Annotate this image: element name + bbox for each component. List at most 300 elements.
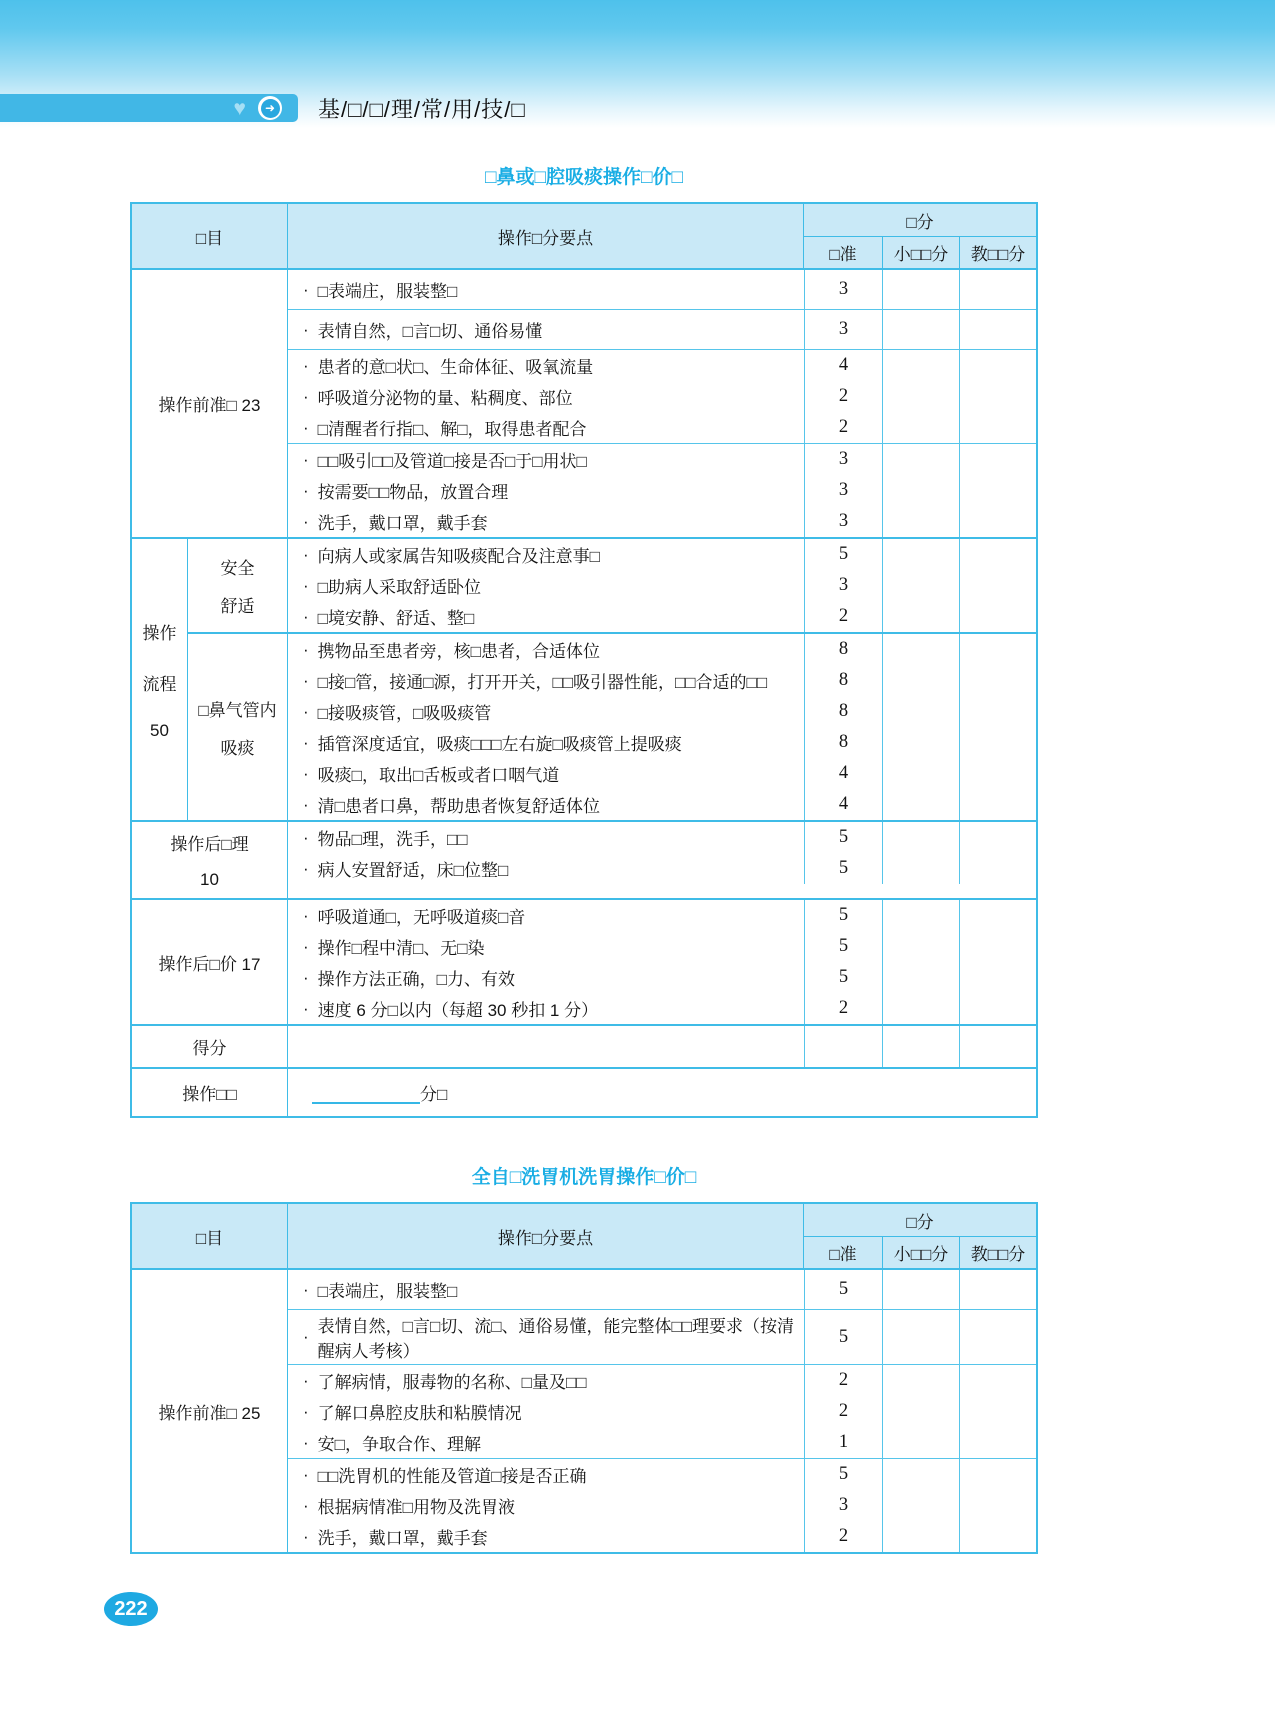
teacher-score-cell [959, 1490, 1036, 1521]
standard-score-cell: 2 [804, 1396, 882, 1427]
teacher-score-cell [959, 634, 1036, 665]
standard-score-cell: 3 [804, 270, 882, 309]
group-score-cell [882, 1490, 959, 1521]
criteria-text: 病人安置舒适，床□位整□ [317, 861, 509, 880]
teacher-score-cell [959, 665, 1036, 696]
bullet-dot: · [303, 575, 309, 595]
standard-score-cell: 2 [804, 381, 882, 412]
criteria-group [288, 900, 1036, 1024]
criteria-text-cell [288, 962, 804, 993]
criteria-row [288, 931, 1036, 962]
group-score-cell [882, 350, 959, 381]
criteria-text: □接吸痰管，□吸吸痰管 [317, 704, 492, 723]
group-score-cell [882, 270, 959, 309]
bullet-dot: · [303, 544, 309, 564]
bullet-dot: · [303, 858, 309, 878]
criteria-group [288, 1364, 1036, 1458]
table-title: 全自□洗胃机洗胃操作□价□ [471, 1167, 697, 1188]
criteria-text-cell [288, 1396, 804, 1427]
column-header-score-1: 小□□分 [882, 237, 959, 268]
criteria-text: 了解病情，服毒物的名称、□量及□□ [317, 1373, 587, 1392]
standard-score-cell: 3 [804, 1490, 882, 1521]
teacher-score-cell [959, 601, 1036, 632]
teacher-score-cell [959, 822, 1036, 853]
group-score-cell [882, 601, 959, 632]
criteria-text-cell [288, 444, 804, 475]
criteria-row [288, 1365, 1036, 1396]
criteria-row [288, 444, 1036, 475]
section-body [288, 900, 1036, 1024]
standard-score-cell: 3 [804, 444, 882, 475]
group-score-cell [882, 696, 959, 727]
group-score-cell [882, 853, 959, 884]
subsection-label-line: □鼻气管内 [198, 700, 277, 720]
criteria-row [288, 570, 1036, 601]
standard-score-cell: 8 [804, 634, 882, 665]
group-score-cell [882, 310, 959, 349]
criteria-row [288, 270, 1036, 309]
evaluation-table [130, 202, 1038, 1118]
evaluation-table-wrapper [130, 1162, 1038, 1554]
teacher-score-cell [959, 727, 1036, 758]
criteria-row [288, 1427, 1036, 1458]
criteria-text: □助病人采取舒适卧位 [317, 578, 481, 597]
teacher-score-cell [959, 381, 1036, 412]
criteria-row [288, 1490, 1036, 1521]
group-score-cell [882, 1521, 959, 1552]
teacher-score-cell [959, 539, 1036, 570]
bullet-dot: · [303, 279, 309, 299]
criteria-text: 速度 6 分□以内（每超 30 秒扣 1 分） [317, 1001, 599, 1020]
bullet-dot: · [303, 763, 309, 783]
teacher-score-cell [959, 506, 1036, 537]
teacher-score-cell [959, 1459, 1036, 1490]
group-score-cell [882, 381, 959, 412]
standard-score-cell: 2 [804, 601, 882, 632]
section-label-line: 操作 [142, 623, 177, 643]
criteria-text: □清醒者行指□、解□，取得患者配合 [317, 420, 587, 439]
bullet-dot: · [303, 794, 309, 814]
bullet-dot: · [303, 732, 309, 752]
column-header-points: 操作□分要点 [497, 228, 594, 248]
criteria-row [288, 412, 1036, 443]
criteria-row [288, 350, 1036, 381]
bullet-dot: · [303, 967, 309, 987]
column-header-score-group: □分 [804, 1204, 1036, 1237]
criteria-text: □表端庄，服装整□ [317, 282, 458, 301]
criteria-group [288, 1309, 1036, 1364]
criteria-row [288, 381, 1036, 412]
bullet-dot: · [303, 1464, 309, 1484]
chapter-title: 基/□/□/理/常/用/技/□ [318, 96, 526, 122]
table-section [132, 537, 1036, 820]
bullet-dot: · [303, 449, 309, 469]
bullet-dot: · [303, 417, 309, 437]
group-score-cell [882, 962, 959, 993]
table-section [132, 1268, 1036, 1552]
standard-score-cell: 2 [804, 993, 882, 1024]
criteria-row [288, 962, 1036, 993]
criteria-group [288, 309, 1036, 349]
section-label-line: 操作前准□ 25 [158, 1403, 261, 1423]
group-score-cell [882, 634, 959, 665]
teacher-score-cell [959, 1310, 1036, 1364]
criteria-row [288, 789, 1036, 820]
standard-score-cell: 3 [804, 506, 882, 537]
standard-score-cell: 5 [804, 931, 882, 962]
criteria-row [288, 853, 1036, 884]
group-score-cell [882, 570, 959, 601]
criteria-text-cell [288, 539, 804, 570]
criteria-text-cell [288, 853, 804, 884]
score-header-group [803, 1204, 1036, 1268]
standard-score-cell: 4 [804, 350, 882, 381]
criteria-text: 根据病情准□用物及洗胃液 [317, 1498, 515, 1517]
group-score-cell [882, 412, 959, 443]
section-body [188, 539, 1036, 820]
bullet-dot: · [303, 1495, 309, 1515]
group-score-cell [882, 900, 959, 931]
criteria-text: 表情自然，□言□切、通俗易懂 [317, 322, 543, 341]
criteria-row [288, 1459, 1036, 1490]
column-header-score-0: □准 [829, 245, 857, 264]
bullet-dot: · [303, 480, 309, 500]
chapter-bar [0, 94, 298, 122]
criteria-text: 呼吸道分泌物的量、粘稠度、部位 [317, 389, 573, 408]
criteria-group [288, 443, 1036, 537]
column-header-points: 操作□分要点 [497, 1228, 594, 1248]
score-subheader-row [804, 237, 1036, 268]
bullet-dot: · [303, 386, 309, 406]
group-score-cell [882, 993, 959, 1024]
standard-score-cell: 2 [804, 1521, 882, 1552]
criteria-text: 洗手，戴口罩，戴手套 [317, 514, 488, 533]
section-label-line: 操作后□价 17 [158, 954, 261, 974]
bullet-dot: · [303, 1432, 309, 1452]
score-total-score-cell-0 [804, 1026, 882, 1067]
standard-score-cell: 5 [804, 900, 882, 931]
criteria-group [288, 1458, 1036, 1552]
group-score-cell [882, 665, 959, 696]
score-total-score-cell-1 [882, 1026, 959, 1067]
group-score-cell [882, 822, 959, 853]
bullet-dot: · [303, 319, 309, 339]
criteria-text: 物品□理，洗手，□□ [317, 830, 468, 849]
bullet-dot: · [303, 1327, 309, 1346]
criteria-row [288, 1270, 1036, 1309]
section-body [288, 1270, 1036, 1552]
criteria-text: □表端庄，服装整□ [317, 1282, 458, 1301]
criteria-row [288, 993, 1036, 1024]
criteria-text-cell [288, 381, 804, 412]
criteria-text-cell [288, 993, 804, 1024]
criteria-text-cell [288, 789, 804, 820]
standard-score-cell: 3 [804, 475, 882, 506]
criteria-text-cell [288, 310, 804, 349]
criteria-text-cell [288, 1459, 804, 1490]
column-header-score-group: □分 [804, 204, 1036, 237]
criteria-text: 呼吸道通□，无呼吸道痰□音 [317, 908, 526, 927]
criteria-text-cell [288, 506, 804, 537]
column-header-item: □目 [132, 204, 288, 268]
teacher-score-cell [959, 758, 1036, 789]
column-header-item: □目 [132, 1204, 288, 1268]
column-header-score-0: □准 [829, 1245, 857, 1264]
section-label [132, 539, 188, 820]
criteria-group [288, 539, 1036, 632]
column-header-score-2: 教□□分 [959, 237, 1036, 268]
table-section [132, 820, 1036, 898]
criteria-text: 清□患者口鼻，帮助患者恢复舒适体位 [317, 797, 600, 816]
arrow-circle-icon [258, 96, 282, 120]
teacher-score-cell [959, 412, 1036, 443]
criteria-text-cell [288, 634, 804, 665]
score-total-row [132, 1024, 1036, 1067]
group-score-cell [882, 1396, 959, 1427]
criteria-text: 患者的意□状□、生命体征、吸氧流量 [317, 358, 594, 377]
bullet-dot: · [303, 606, 309, 626]
teacher-score-cell [959, 350, 1036, 381]
group-score-cell [882, 727, 959, 758]
bullet-dot: · [303, 701, 309, 721]
teacher-score-cell [959, 1427, 1036, 1458]
section-groups [288, 822, 1036, 898]
criteria-group [288, 349, 1036, 443]
criteria-row [288, 822, 1036, 853]
group-score-cell [882, 1270, 959, 1309]
standard-score-cell: 5 [804, 822, 882, 853]
score-subheader-row [804, 1237, 1036, 1268]
standard-score-cell: 8 [804, 665, 882, 696]
bullet-dot: · [303, 905, 309, 925]
criteria-text-cell [288, 727, 804, 758]
subsection-label [188, 539, 288, 632]
teacher-score-cell [959, 475, 1036, 506]
section-label-line: 操作前准□ 23 [158, 396, 261, 415]
criteria-text-cell [288, 900, 804, 931]
teacher-score-cell [959, 270, 1036, 309]
standard-score-cell: 5 [804, 1459, 882, 1490]
teacher-score-cell [959, 789, 1036, 820]
standard-score-cell: 5 [804, 1270, 882, 1309]
bullet-dot: · [303, 998, 309, 1018]
group-score-cell [882, 475, 959, 506]
score-total-label: 得分 [132, 1026, 288, 1067]
section-groups [288, 900, 1036, 1024]
criteria-text-cell [288, 1365, 804, 1396]
standard-score-cell: 8 [804, 696, 882, 727]
criteria-text: □□吸引□□及管道□接是否□于□用状□ [317, 452, 587, 471]
criteria-row [288, 634, 1036, 665]
criteria-row [288, 900, 1036, 931]
teacher-score-cell [959, 1521, 1036, 1552]
criteria-text-cell [288, 270, 804, 309]
criteria-text-cell [288, 1310, 804, 1364]
subsection-label-line: 吸痰 [220, 738, 255, 758]
group-score-cell [882, 931, 959, 962]
standard-score-cell: 2 [804, 1365, 882, 1396]
criteria-text-cell [288, 1270, 804, 1309]
standard-score-cell: 2 [804, 412, 882, 443]
criteria-text-cell [288, 1521, 804, 1552]
section-label-line: 50 [150, 720, 169, 740]
group-score-cell [882, 1310, 959, 1364]
teacher-score-cell [959, 570, 1036, 601]
criteria-text: 向病人或家属告知吸痰配合及注意事□ [317, 547, 600, 566]
criteria-text-cell [288, 1490, 804, 1521]
subsection-groups [288, 634, 1036, 820]
teacher-score-cell [959, 853, 1036, 884]
bullet-dot: · [303, 511, 309, 531]
subsection-groups [288, 539, 1036, 632]
criteria-text: 携物品至患者旁，核□患者，合适体位 [317, 642, 600, 661]
group-score-cell [882, 506, 959, 537]
page-number: 222 [114, 1597, 148, 1620]
criteria-text: 表情自然，□言□切、流□、通俗易懂，能完整体□□理要求（按清醒病人考核） [317, 1317, 795, 1361]
standard-score-cell: 4 [804, 758, 882, 789]
standard-score-cell: 5 [804, 962, 882, 993]
criteria-row [288, 665, 1036, 696]
teacher-score-cell [959, 696, 1036, 727]
column-header-score-1: 小□□分 [882, 1237, 959, 1268]
criteria-text: 吸痰□，取出□舌板或者口咽气道 [317, 766, 560, 785]
score-total-empty-cell [288, 1026, 804, 1067]
criteria-row [288, 601, 1036, 632]
criteria-text: □□洗胃机的性能及管道□接是否正确 [317, 1467, 587, 1486]
section-groups [288, 1270, 1036, 1552]
standard-score-cell: 5 [804, 1310, 882, 1364]
criteria-text-cell [288, 475, 804, 506]
criteria-text-cell [288, 1427, 804, 1458]
criteria-text: 洗手，戴口罩，戴手套 [317, 1529, 488, 1548]
criteria-text: 操作□程中清□、无□染 [317, 939, 485, 958]
table-header-row [132, 1204, 1036, 1268]
group-score-cell [882, 1427, 959, 1458]
criteria-row [288, 310, 1036, 349]
heart-icon: ♥ [233, 96, 246, 120]
section-label [132, 900, 288, 1024]
criteria-text: □境安静、舒适、整□ [317, 609, 475, 628]
group-score-cell [882, 539, 959, 570]
subsection-label-line: 舒适 [220, 597, 255, 616]
teacher-score-cell [959, 1396, 1036, 1427]
standard-score-cell: 1 [804, 1427, 882, 1458]
standard-score-cell: 5 [804, 853, 882, 884]
teacher-score-cell [959, 1270, 1036, 1309]
section-label-line: 10 [200, 870, 219, 889]
criteria-text-cell [288, 570, 804, 601]
criteria-row [288, 1396, 1036, 1427]
criteria-row [288, 758, 1036, 789]
criteria-text: 按需要□□物品，放置合理 [317, 483, 509, 502]
bullet-dot: · [303, 1370, 309, 1390]
section-label [132, 1270, 288, 1552]
criteria-text: □接□管，接通□源，打开开关，□□吸引器性能，□□合适的□□ [317, 673, 768, 692]
standard-score-cell: 4 [804, 789, 882, 820]
criteria-text-cell [288, 822, 804, 853]
criteria-row [288, 539, 1036, 570]
group-score-cell [882, 789, 959, 820]
criteria-row [288, 696, 1036, 727]
teacher-score-cell [959, 993, 1036, 1024]
operation-result-content [288, 1069, 1036, 1116]
standard-score-cell: 3 [804, 570, 882, 601]
teacher-score-cell [959, 444, 1036, 475]
bullet-dot: · [303, 639, 309, 659]
standard-score-cell: 5 [804, 539, 882, 570]
arrow-right-icon: ➜ [261, 99, 280, 118]
criteria-row [288, 475, 1036, 506]
operation-result-row [132, 1067, 1036, 1116]
page-number-badge [104, 1592, 158, 1626]
section-label [132, 822, 288, 898]
criteria-row [288, 506, 1036, 537]
fill-in-blank-line [312, 1082, 420, 1104]
criteria-text-cell [288, 696, 804, 727]
criteria-group [288, 822, 1036, 884]
column-header-score-2: 教□□分 [959, 1237, 1036, 1268]
criteria-row [288, 1521, 1036, 1552]
table-section [132, 268, 1036, 537]
criteria-text: 了解口鼻腔皮肤和粘膜情况 [317, 1404, 522, 1423]
criteria-text: 安□，争取合作、理解 [317, 1435, 481, 1454]
bullet-dot: · [303, 670, 309, 690]
bullet-dot: · [303, 1279, 309, 1299]
teacher-score-cell [959, 931, 1036, 962]
criteria-text-cell [288, 931, 804, 962]
teacher-score-cell [959, 1365, 1036, 1396]
teacher-score-cell [959, 962, 1036, 993]
criteria-text-cell [288, 601, 804, 632]
criteria-group [288, 1270, 1036, 1309]
bullet-dot: · [303, 355, 309, 375]
evaluation-table [130, 1202, 1038, 1554]
criteria-row [288, 1310, 1036, 1364]
top-gradient-band [0, 0, 1275, 128]
standard-score-cell: 8 [804, 727, 882, 758]
teacher-score-cell [959, 310, 1036, 349]
group-score-cell [882, 444, 959, 475]
subsection-label [188, 634, 288, 820]
teacher-score-cell [959, 900, 1036, 931]
section-body [288, 822, 1036, 898]
section-label [132, 270, 288, 537]
bullet-dot: · [303, 1401, 309, 1421]
criteria-text-cell [288, 758, 804, 789]
operation-result-label: 操作□□ [132, 1069, 288, 1116]
subsection [188, 632, 1036, 820]
standard-score-cell: 3 [804, 310, 882, 349]
score-header-group [803, 204, 1036, 268]
group-score-cell [882, 758, 959, 789]
evaluation-table-wrapper [130, 162, 1038, 1118]
table-title: □鼻或□腔吸痰操作□价□ [485, 167, 683, 188]
operation-result-suffix: 分□ [420, 1085, 448, 1104]
score-total-score-cell-2 [959, 1026, 1036, 1067]
subsection [188, 539, 1036, 632]
group-score-cell [882, 1459, 959, 1490]
bullet-dot: · [303, 827, 309, 847]
section-groups [288, 270, 1036, 537]
bullet-dot: · [303, 936, 309, 956]
tables-root [0, 162, 1275, 1554]
section-body [288, 270, 1036, 537]
section-label-line: 操作后□理 [170, 835, 249, 854]
criteria-row [288, 727, 1036, 758]
criteria-text: 插管深度适宜，吸痰□□□左右旋□吸痰管上提吸痰 [317, 735, 682, 754]
criteria-group [288, 634, 1036, 820]
table-section [132, 898, 1036, 1024]
